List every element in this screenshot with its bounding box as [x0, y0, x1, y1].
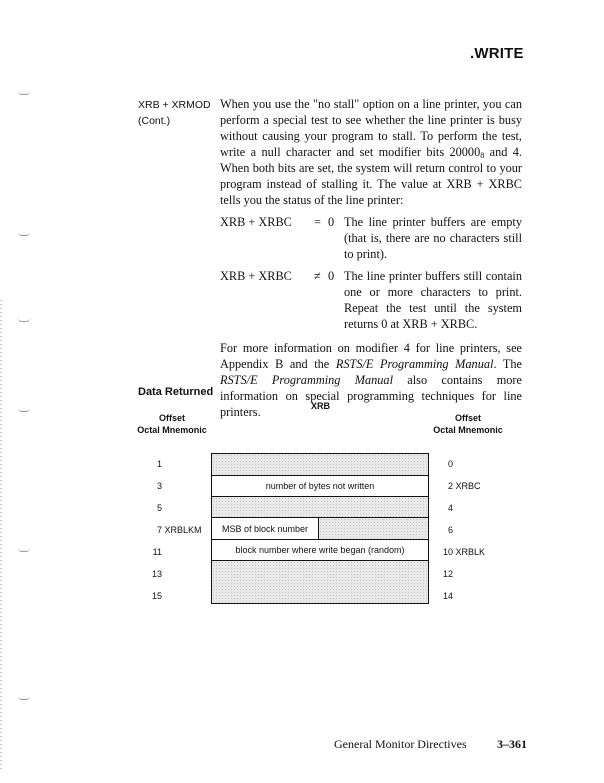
- manual-title: RSTS/E Programming Manual: [220, 373, 393, 387]
- condition-not-empty: [220, 268, 522, 332]
- offset-mnemonic: XRBLKM: [164, 525, 202, 535]
- left-offset-header: [136, 412, 208, 436]
- page-number: 3–361: [497, 737, 527, 751]
- offset-octal: 14: [442, 591, 453, 601]
- more-info-text: . The: [493, 357, 523, 371]
- left-offset-label: [140, 547, 206, 558]
- condition-lhs: [220, 268, 344, 332]
- condition-expression: XRB + XRBC: [220, 215, 292, 229]
- xrb-label: XRB: [311, 401, 331, 411]
- offset-octal: 1: [156, 459, 162, 469]
- diagram-row-unused: [212, 560, 428, 603]
- msb-block-cell: MSB of block number: [212, 518, 319, 539]
- diagram-row-xrblkm: [212, 517, 428, 539]
- block-began-cell: block number where write began (random): [235, 545, 405, 555]
- xrb-diagram: [211, 453, 429, 604]
- diagram-row-xrbc: [212, 475, 428, 496]
- octal-subscript: 8: [480, 151, 485, 160]
- left-offset-label: [140, 525, 206, 536]
- right-offset-header: [432, 412, 504, 436]
- right-offset-label: [441, 525, 453, 536]
- body-column: [220, 96, 522, 420]
- diagram-row-unused: [212, 496, 428, 517]
- intro-paragraph: [220, 96, 522, 208]
- side-label-cont: (Cont.): [138, 115, 171, 127]
- offset-octal: 11: [152, 547, 162, 557]
- binding-hole-mark: [18, 696, 30, 700]
- more-info-text: For more information on modifier 4 for line printers, see Appendix B and the: [220, 341, 522, 371]
- condition-expression: XRB + XRBC: [220, 269, 292, 283]
- offset-octal: 0: [447, 459, 453, 469]
- left-offset-label: [140, 481, 206, 492]
- left-offset-label: [140, 503, 206, 514]
- left-offset-label: [140, 459, 206, 470]
- left-offset-label: [140, 569, 206, 580]
- offset-octal: 4: [447, 503, 453, 513]
- condition-value: 0: [328, 269, 335, 283]
- octal-mnemonic-heading: Octal Mnemonic: [137, 425, 207, 435]
- offset-heading: Offset: [454, 413, 481, 423]
- condition-empty: [220, 214, 522, 262]
- condition-operator: ≠: [314, 269, 321, 283]
- more-info-paragraph: [220, 340, 522, 420]
- side-label: [138, 97, 214, 129]
- page-edge-texture: [0, 300, 2, 770]
- left-offset-label: [140, 591, 206, 602]
- unused-byte-cell: [319, 518, 428, 539]
- right-offset-label: [441, 547, 485, 558]
- offset-octal: 7: [156, 525, 162, 535]
- condition-operator: =: [314, 215, 321, 229]
- offset-mnemonic: XRBC: [455, 481, 481, 491]
- page-title: .WRITE: [470, 45, 524, 62]
- offset-octal: 5: [156, 503, 162, 513]
- condition-value: 0: [328, 215, 335, 229]
- right-offset-label: [441, 481, 481, 492]
- offset-octal: 12: [442, 569, 453, 579]
- diagram-row-xrblk: [212, 539, 428, 560]
- offset-octal: 2: [447, 481, 453, 491]
- binding-hole-mark: [18, 408, 30, 412]
- right-offset-label: [441, 459, 453, 470]
- bytes-not-written-cell: number of bytes not written: [265, 481, 375, 491]
- offset-mnemonic: XRBLK: [455, 547, 486, 557]
- offset-heading: Offset: [158, 413, 185, 423]
- right-offset-label: [441, 591, 453, 602]
- diagram-row-unused: [212, 454, 428, 475]
- offset-octal: 15: [151, 591, 162, 601]
- right-offset-label: [441, 503, 453, 514]
- offset-octal: 10: [442, 547, 453, 557]
- offset-octal: 3: [156, 481, 162, 491]
- binding-hole-mark: [18, 548, 30, 552]
- footer-section: General Monitor Directives: [334, 737, 467, 751]
- octal-mnemonic-heading: Octal Mnemonic: [433, 425, 503, 435]
- offset-octal: 6: [447, 525, 453, 535]
- condition-description: The line printer buffers are empty (that is, there are no characters still to print).: [344, 215, 522, 261]
- side-label-field: XRB + XRMOD: [138, 99, 211, 111]
- section-title: Data Returned: [138, 386, 214, 398]
- more-info-text: also contains more information on special programming techniques for line printers.: [220, 373, 522, 419]
- binding-hole-mark: [18, 318, 30, 322]
- right-offset-label: [441, 569, 453, 580]
- intro-text-rest: and 4. When both bits are set, the system will return control to your program instead of stalling it. The value at XRB + XRBC tells you the status of the line printer:: [220, 145, 522, 207]
- intro-text: When you use the "no stall" option on a line printer, you can perform a special test to see whether the line printer is busy without causing your program to stall. To perform the test, write a null character and set modifier bits 20000: [220, 97, 522, 159]
- binding-hole-mark: [18, 91, 30, 95]
- binding-hole-mark: [18, 232, 30, 236]
- offset-octal: 13: [151, 569, 162, 579]
- condition-description: The line printer buffers still contain one or more characters to print. Repeat the test until the system returns 0 at XRB + XRBC.: [344, 269, 522, 331]
- manual-title: RSTS/E Programming Manual: [335, 357, 494, 371]
- condition-lhs: [220, 214, 344, 262]
